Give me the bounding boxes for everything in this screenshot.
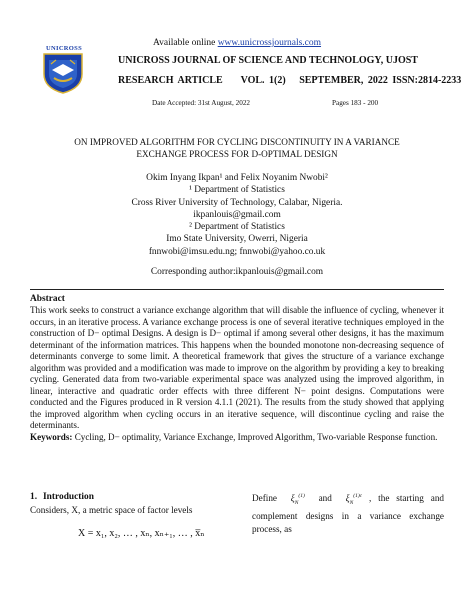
issue-date-issn: SEPTEMBER, 2022 ISSN:2814-2233 [299,75,462,86]
volume: VOL. 1(2) [240,75,286,86]
abstract-text: This work seeks to construct a variance exchange algorithm that will disable the influence of cycling, whenever it occurs, in an iterative process. A variance exchange process is one of several iterative techniques employed in the construction of D− optimal Designs. A design is D− optimal if among several other designs, it has the maximum determinant of the information matrices. This happens when the bounded monotone non-decreasing sequence of determinants converge to some limit. A theoretical framework that gives the structure of a variance exchange algorithm was provided and a modification was made to improve on the algorithm by providing a key to breaking cycling. Generated data from two-variable experimental space was analyzed using the improved algorithm, in linear, interactive and quadratic order effects with three different N− point designs. Computations were conducted and the Figures produced in R version 4.1.1 (2021). The results from the study showed that applying the improved algorithm when cycling occurs in an iterative sequence, will discontinue cycling and raise the determinants. [30,305,444,431]
logo-text: UNICROSS [46,45,82,52]
abstract-body [30,305,444,444]
keywords-text: Cycling, D− optimality, Variance Exchange, Improved Algorithm, Two-variable Response function. [74,432,438,443]
journal-url-link[interactable]: www.unicrossjournals.com [217,38,322,48]
author-email: ikpanlouis@gmail.com [193,209,281,220]
define-word: Define [252,493,277,504]
affiliation-line: ² Department of Statistics [189,222,285,233]
available-prefix: Available online [152,38,216,48]
affiliation-line: Cross River University of Technology, Calabar, Nigeria. [131,197,343,208]
and-word: and [318,493,332,504]
starting-design-symbol: $\xi_N^{(1)}$ [290,493,305,506]
date-accepted: Date Accepted: 31st August, 2022 [152,99,251,107]
article-type: RESEARCH ARTICLE [118,75,223,86]
abstract-heading: Abstract [30,294,65,304]
keywords-line [30,432,444,444]
author-email: fnnwobi@imsu.edu.ng; fnnwobi@yahoo.co.uk [148,246,326,257]
right-column-text: , the starting and complement designs in a variance exchange process, as [252,493,445,534]
intro-paragraph: Considers, X, a metric space of factor levels [30,505,193,515]
section-title: Introduction [43,492,94,502]
metric-space-formula: X = x₁, x₂, … , xₙ, xₙ₊₁, … , x̅ₙ [78,528,205,539]
journal-name: UNICROSS JOURNAL OF SCIENCE AND TECHNOLOGY, UJOST [118,55,418,66]
article-info-line [118,75,461,86]
corresponding-author: Corresponding author:ikpanlouis@gmail.com [150,267,324,278]
right-column-paragraph [252,490,444,536]
keywords-label: Keywords: [30,432,73,443]
complement-design-symbol: $\xi_N^{(1)c}$ [345,493,363,506]
affiliation-line: ¹ Department of Statistics [189,185,285,196]
unicross-logo [40,46,86,94]
affiliation-line: Imo State University, Owerri, Nigeria [166,234,308,245]
divider [30,289,444,290]
author-block [0,172,474,278]
paper-title: ON IMPROVED ALGORITHM FOR CYCLING DISCONTINUITY IN A VARIANCE EXCHANGE PROCESS FOR D-OPTIMAL DESIGN [74,137,400,159]
section-heading [30,492,94,502]
section-number: 1. [30,492,38,502]
page-range: Pages 183 - 200 [332,99,379,107]
author-names: Okim Inyang Ikpan¹ and Felix Noyanim Nwobi² [146,173,328,183]
